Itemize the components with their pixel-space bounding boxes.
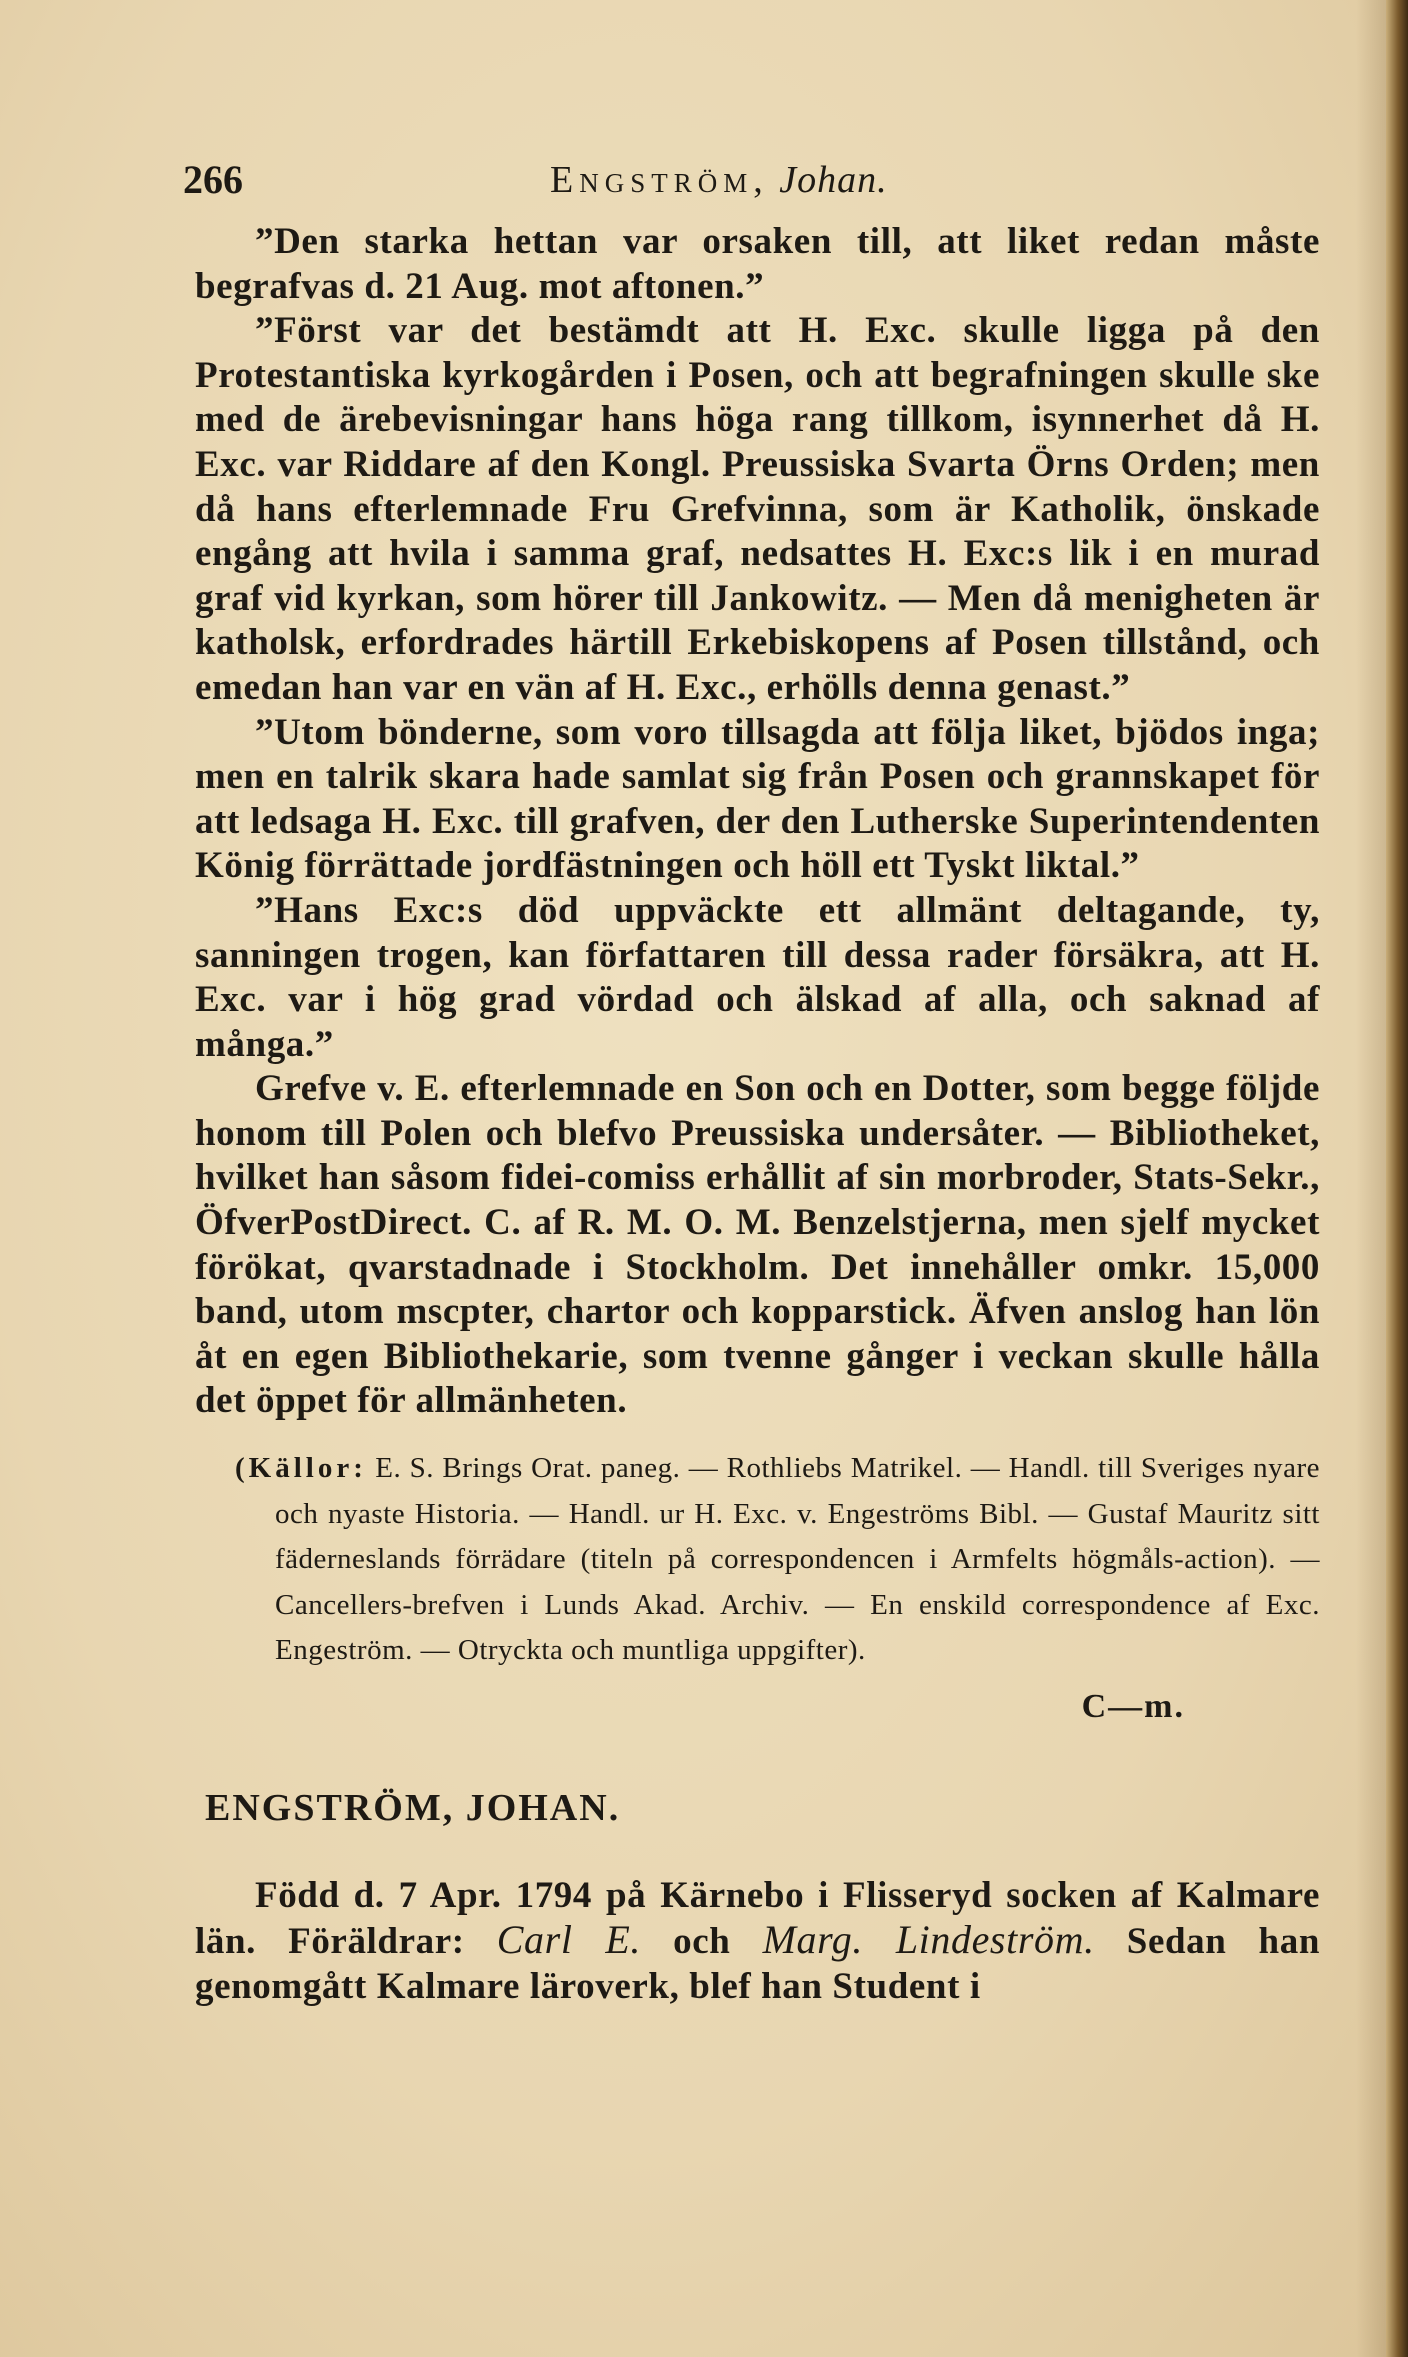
sources-text: E. S. Brings Orat. paneg. — Rothliebs Matrikel. — Handl. till Sveriges nyare och nyaste Historia. — Handl. ur H. Exc. v. Engeströms Bibl. — Gustaf Mauritz sitt fäderneslands förrädare (titeln på correspondencen i Armfelts högmåls-action). — Cancellers-brefven i Lunds Akad. Archiv. — En enskild correspondence af Exc. Engeström. — Otryckta och muntliga uppgifter).: [275, 1452, 1320, 1667]
entry-text-after: Sedan han genomgått Kalmare läroverk, blef han Student i: [195, 1921, 1320, 2007]
text-block: [183, 150, 1320, 2009]
paragraph-funeral: ”Utom bönderne, som voro tillsagda att följa liket, bjödos inga; men en talrik skara hade samlat sig från Posen och grannskapet för att ledsaga H. Exc. till grafven, der den Lutherske Superintendenten König förrättade jordfästningen och höll ett Tyskt liktal.”: [195, 711, 1320, 887]
entry-text-middle: och: [641, 1921, 763, 1963]
paragraph-burial-date: ”Den starka hettan var orsaken till, att liket redan måste begrafvas d. 21 Aug. mot aftonen.”: [195, 221, 1320, 307]
entry-heading: ENGSTRÖM, JOHAN.: [205, 1786, 621, 1829]
paragraph-mourning: ”Hans Exc:s död uppväckte ett allmänt deltagande, ty, sanningen trogen, kan författaren till dessa rader försäkra, att H. Exc. var i hög grad vördad och älskad af alla, och saknad af många.”: [195, 889, 1320, 1065]
page-gutter-shadow: [1356, 0, 1386, 2357]
entry-text-before: Född d. 7 Apr. 1794 på Kärnebo i Flisseryd socken af Kalmare län. Föräldrar:: [195, 1874, 1320, 1963]
sources-label: (Källor:: [235, 1452, 367, 1485]
author-signature: C—m.: [1081, 1687, 1185, 1725]
paragraph-legacy: Grefve v. E. efterlemnade en Son och en Dotter, som begge följde honom till Polen och blefvo Preussiska undersåter. — Bibliotheket, hvilket han såsom fidei-comiss erhållit af sin morbroder, Stats-Sekr., ÖfverPostDirect. C. af R. M. O. M. Benzelstjerna, men sjelf mycket förökat, qvarstadnade i Stockholm. Det innehåller omkr. 15,000 band, utom mscpter, chartor och kopparstick. Äfven anslog han lön åt en egen Bibliothekarie, som tvenne gånger i veckan skulle hålla det öppet för allmänheten.: [195, 1068, 1320, 1422]
sources-note: [235, 1446, 1320, 1674]
entry-paragraph: [195, 1874, 1320, 2010]
running-title-forename: Johan.: [779, 159, 888, 201]
page-number: 266: [183, 157, 243, 202]
page-edge: [1386, 0, 1408, 2357]
paragraph-burial-place: ”Först var det bestämdt att H. Exc. skulle ligga på den Protestantiska kyrkogården i Posen, och att begrafningen skulle ske med de ärebevisningar hans höga rang tillkom, isynnerhet då H. Exc. var Riddare af den Kongl. Preussiska Svarta Örns Orden; men då hans efterlemnade Fru Grefvinna, som är Katholik, önskade engång att hvila i samma graf, nedsattes H. Exc:s lik i en murad graf vid kyrkan, som hörer till Jankowitz. — Men då menigheten är katholsk, erfordrades härtill Erkebiskopens af Posen tillstånd, och emedan han var en vän af H. Exc., erhölls denna genast.”: [195, 310, 1320, 708]
running-head: [183, 150, 1320, 210]
entry-mother: Marg. Lindeström.: [762, 1917, 1095, 1963]
entry-father: Carl E.: [496, 1917, 642, 1963]
running-title: [550, 150, 888, 210]
running-title-surname: Engström,: [550, 159, 769, 201]
